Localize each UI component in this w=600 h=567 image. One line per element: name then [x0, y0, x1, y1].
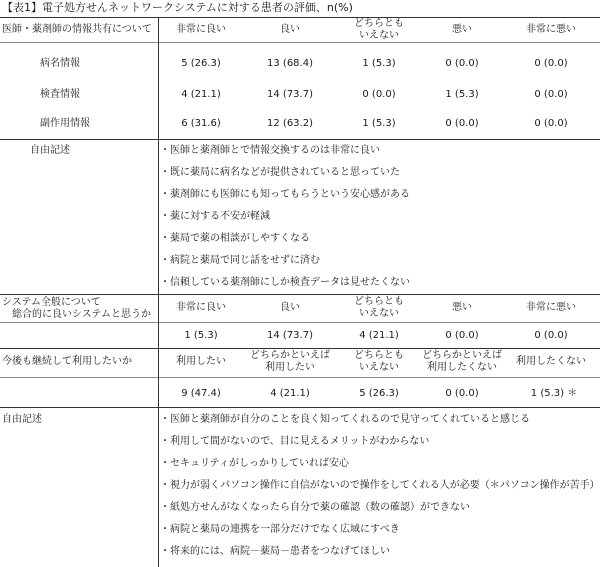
table-cell: 0 (0.0): [534, 330, 568, 341]
header-very-bad: 非常に悪い: [526, 302, 576, 313]
comment-item: ・視力が弱くパソコン操作に自信がないので操作をしてくれる人が必要（＊パソコン操作が苦手）: [160, 480, 600, 491]
comment-item: ・病院と薬局の連携を一部分だけでなく広域にすべき: [160, 524, 400, 535]
section-label-system: システム全般について: [2, 297, 101, 308]
free-text-label: 自由記述: [2, 414, 42, 425]
comment-item: ・セキュリティがしっかりしていれば安心: [160, 458, 349, 469]
comment-item: ・医師と薬剤師が自分のことを良く知ってくれるので見守ってくれていると感じる: [160, 414, 530, 425]
table-cell: 0 (0.0): [534, 89, 568, 100]
free-text-label: 自由記述: [30, 145, 70, 156]
table-cell: 4 (21.1): [181, 89, 221, 100]
rule: [0, 17, 600, 18]
table-cell: 0 (0.0): [445, 58, 479, 69]
comment-item: ・医師と薬剤師とで情報交換するのは非常に良い: [160, 145, 380, 156]
table-cell: 0 (0.0): [362, 89, 396, 100]
row-label: 副作用情報: [40, 118, 90, 129]
header-good: 良い: [280, 302, 300, 313]
rule: [0, 407, 600, 408]
header-want-to-use: 利用したい: [176, 356, 226, 367]
table-cell: 5 (26.3): [359, 388, 399, 399]
table-cell: 0 (0.0): [445, 118, 479, 129]
comment-item: ・薬に対する不安が軽減: [160, 211, 270, 222]
table-cell: 4 (21.1): [359, 330, 399, 341]
header-very-good: 非常に良い: [176, 302, 226, 313]
header-somewhat-not-want: どちらかといえば 利用したくない: [422, 350, 502, 373]
table-cell: 0 (0.0): [534, 118, 568, 129]
table-cell: 12 (63.2): [267, 118, 313, 129]
comment-item: ・薬局で薬の相談がしやすくなる: [160, 233, 310, 244]
header-very-bad: 非常に悪い: [526, 24, 576, 35]
rule: [0, 42, 600, 43]
row-label: 病名情報: [40, 58, 80, 69]
section-label-continue: 今後も継続して利用したいか: [2, 356, 132, 367]
header-neutral: どちらとも いえない: [354, 350, 404, 373]
table-title: 【表1】電子処方せんネットワークシステムに対する患者の評価、n(%): [2, 1, 353, 14]
table-cell: 1 (5.3): [362, 58, 396, 69]
table-cell: 1 (5.3): [445, 89, 479, 100]
table-cell: 5 (26.3): [181, 58, 221, 69]
comment-item: ・信頼している薬剤師にしか検査データは見せたくない: [160, 277, 410, 288]
table-cell: 1 (5.3): [362, 118, 396, 129]
section-label-system-sub: 総合的に良いシステムと思うか: [12, 309, 151, 320]
comment-item: ・利用して間がないので、目に見えるメリットがわからない: [160, 436, 430, 447]
rule: [0, 294, 600, 295]
table-cell: 1 (5.3) ＊: [530, 388, 578, 399]
header-neutral: どちらとも いえない: [354, 18, 404, 41]
comment-item: ・既に薬局に病名などが提供されていると思っていた: [160, 167, 400, 178]
rule: [0, 322, 600, 323]
rule: [0, 348, 600, 349]
comment-item: ・将来的には、病院－薬局－患者をつなげてほしい: [160, 546, 390, 557]
table-cell: 13 (68.4): [267, 58, 313, 69]
comment-item: ・紙処方せんがなくなったら自分で薬の確認（数の確認）ができない: [160, 502, 470, 513]
row-label: 検査情報: [40, 89, 80, 100]
comment-item: ・病院と薬局で同じ話をせずに済む: [160, 255, 320, 266]
table-cell: 0 (0.0): [534, 58, 568, 69]
table-cell: 9 (47.4): [181, 388, 221, 399]
header-neutral: どちらとも いえない: [354, 296, 404, 319]
header-not-want: 利用したくない: [516, 356, 586, 367]
table-cell: 14 (73.7): [267, 330, 313, 341]
section-label-info-sharing: 医師・薬剤師の情報共有について: [2, 24, 152, 35]
header-bad: 悪い: [452, 24, 472, 35]
table-cell: 0 (0.0): [445, 388, 479, 399]
table-cell: 0 (0.0): [445, 330, 479, 341]
table-cell: 14 (73.7): [267, 89, 313, 100]
header-very-good: 非常に良い: [176, 24, 226, 35]
header-somewhat-want: どちらかといえば 利用したい: [250, 350, 330, 373]
rule: [0, 377, 600, 378]
header-bad: 悪い: [452, 302, 472, 313]
table-cell: 6 (31.6): [181, 118, 221, 129]
table-cell: 4 (21.1): [270, 388, 310, 399]
rule: [0, 139, 600, 140]
header-good: 良い: [280, 24, 300, 35]
comment-item: ・薬剤師にも医師にも知ってもらうという安心感がある: [160, 189, 410, 200]
table-cell: 1 (5.3): [184, 330, 218, 341]
column-rule: [158, 17, 159, 567]
